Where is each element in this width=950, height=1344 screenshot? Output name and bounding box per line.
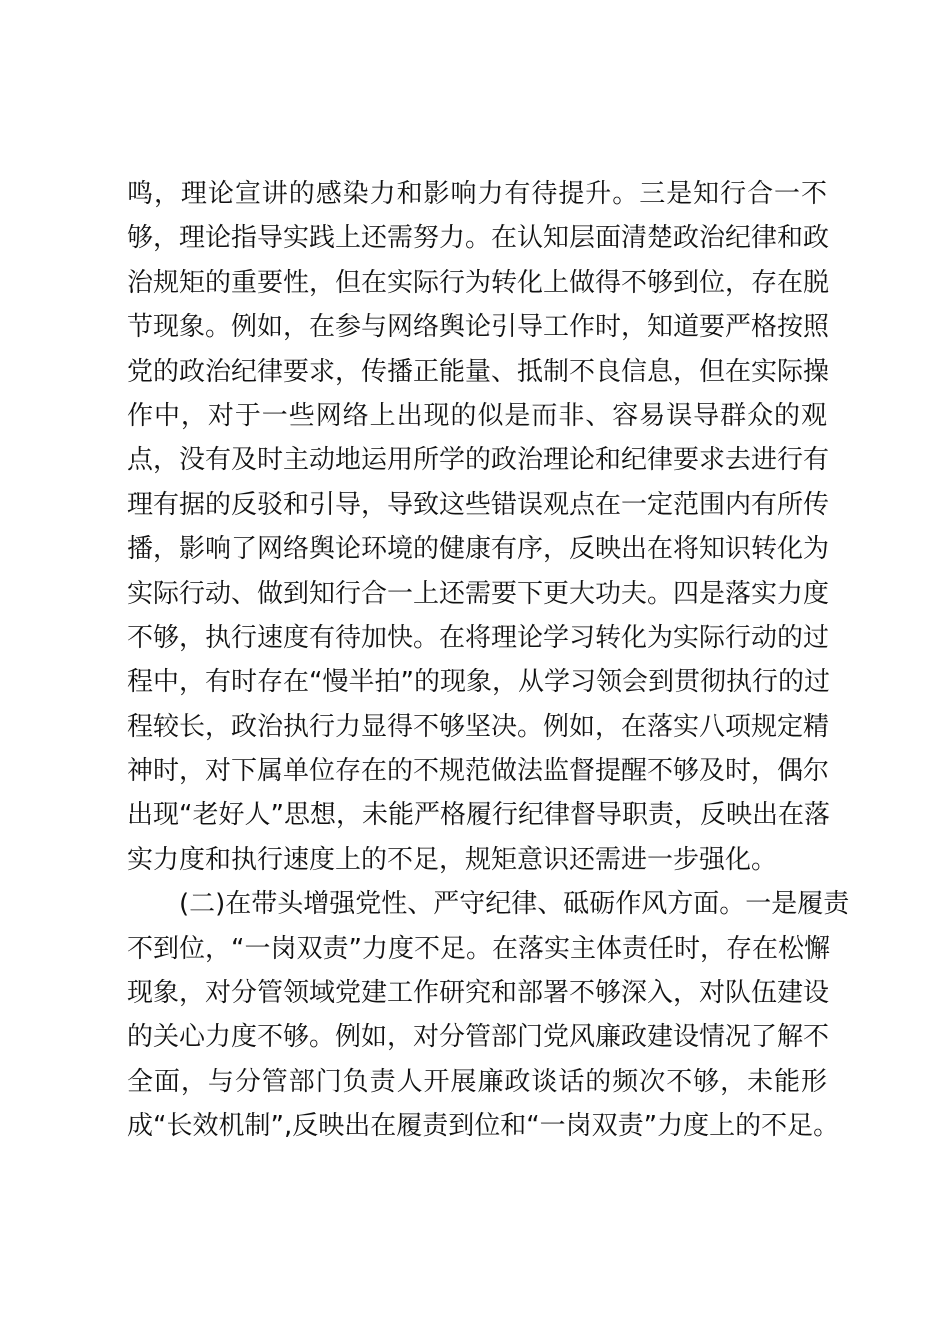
text-line: 全面，与分管部门负责人开展廉政谈话的频次不够，未能形 — [127, 1066, 827, 1097]
text-line: 出现“老好人”思想，未能严格履行纪律督导职责，反映出在落 — [127, 800, 830, 831]
body-text — [127, 172, 850, 1149]
text-line: 够，理论指导实践上还需努力。在认知层面清楚政治纪律和政 — [127, 223, 830, 254]
text-line: 不到位，“一岗双责”力度不足。在落实主体责任时，存在松懈 — [127, 933, 830, 964]
text-line: 节现象。例如，在参与网络舆论引导工作时，知道要严格按照 — [127, 312, 830, 343]
text-line: 现象，对分管领域党建工作研究和部署不够深入，对队伍建设 — [127, 978, 830, 1009]
text-line: 不够，执行速度有待加快。在将理论学习转化为实际行动的过 — [127, 622, 830, 653]
text-line: 党的政治纪律要求，传播正能量、抵制不良信息，但在实际操 — [127, 356, 830, 387]
text-line: 理有据的反驳和引导，导致这些错误观点在一定范围内有所传 — [127, 489, 830, 520]
section-heading-line: (二)在带头增强党性、严守纪律、砥砺作风方面。一是履责 — [179, 889, 850, 920]
text-line: 的关心力度不够。例如，对分管部门党风廉政建设情况了解不 — [127, 1022, 830, 1053]
text-line: 程较长，政治执行力显得不够坚决。例如，在落实八项规定精 — [127, 711, 830, 742]
text-line: 实际行动、做到知行合一上还需要下更大功夫。四是落实力度 — [127, 578, 830, 609]
text-line: 成“长效机制”,反映出在履责到位和“一岗双责”力度上的不足。 — [127, 1111, 840, 1142]
text-line: 程中，有时存在“慢半拍”的现象，从学习领会到贯彻执行的过 — [127, 667, 830, 698]
text-line: 点，没有及时主动地运用所学的政治理论和纪律要求去进行有 — [127, 445, 830, 476]
text-line: 播，影响了网络舆论环境的健康有序，反映出在将知识转化为 — [127, 534, 830, 565]
text-line: 治规矩的重要性，但在实际行为转化上做得不够到位，存在脱 — [127, 267, 830, 298]
text-line: 神时，对下属单位存在的不规范做法监督提醒不够及时，偶尔 — [127, 756, 830, 787]
text-line: 作中，对于一些网络上出现的似是而非、容易误导群众的观 — [127, 400, 827, 431]
paragraph-end-line: 实力度和执行速度上的不足，规矩意识还需进一步强化。 — [127, 844, 778, 875]
text-line: 鸣，理论宣讲的感染力和影响力有待提升。三是知行合一不 — [127, 179, 827, 209]
